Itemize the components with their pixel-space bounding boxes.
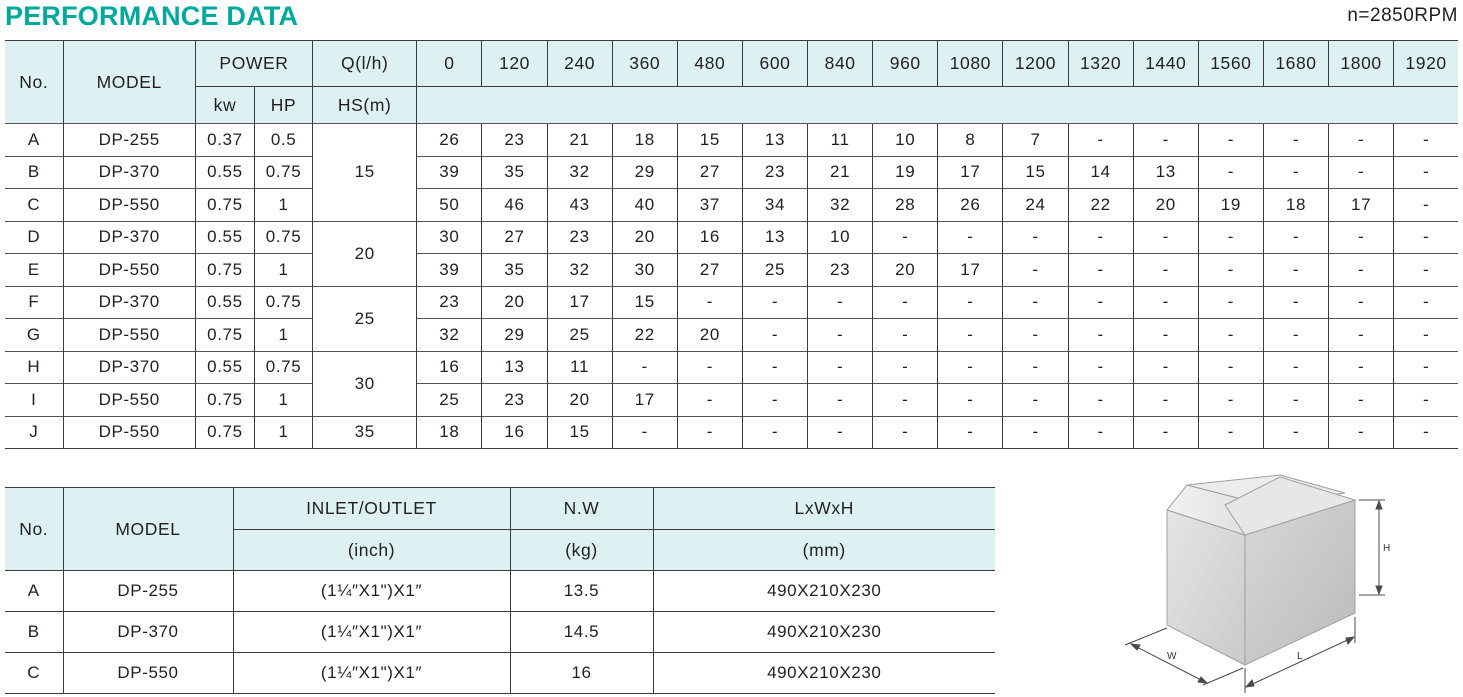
head-value-cell: 27 — [482, 221, 547, 254]
head-value-cell: 15 — [547, 416, 612, 449]
head-value-cell: 18 — [612, 124, 677, 157]
flow-cell: 1080 — [938, 41, 1003, 87]
table-row — [5, 319, 1458, 352]
row-hp: 1 — [254, 416, 312, 449]
row-no: J — [5, 416, 63, 449]
row-hs: 25 — [313, 286, 417, 351]
head-value-cell: - — [938, 221, 1003, 254]
row-hp: 0.75 — [254, 286, 312, 319]
rpm-label: n=2850RPM — [1347, 5, 1458, 26]
dimension-h — [1359, 500, 1385, 595]
head-value-cell: 17 — [938, 156, 1003, 189]
head-value-cell: - — [1198, 384, 1263, 417]
head-value-cell: 23 — [417, 286, 482, 319]
row-model: DP-370 — [63, 156, 195, 189]
head-value-cell: 24 — [1003, 189, 1068, 222]
head-value-cell: - — [938, 384, 1003, 417]
head-value-cell: 20 — [482, 286, 547, 319]
head-value-cell: 15 — [1003, 156, 1068, 189]
table-row — [5, 416, 1458, 449]
spec-unit-mm: (mm) — [653, 530, 995, 571]
flow-cell: 0 — [417, 41, 482, 87]
row-hp: 0.5 — [254, 124, 312, 157]
head-value-cell: - — [1133, 286, 1198, 319]
row-hp: 0.75 — [254, 221, 312, 254]
flow-cell: 1680 — [1263, 41, 1328, 87]
head-value-cell: 15 — [677, 124, 742, 157]
row-model: DP-255 — [63, 124, 195, 157]
head-value-cell: - — [1329, 416, 1394, 449]
row-kw: 0.75 — [195, 254, 254, 287]
head-value-cell: - — [1003, 286, 1068, 319]
table-row — [5, 351, 1458, 384]
row-kw: 0.75 — [195, 319, 254, 352]
spec-unit-kg: (kg) — [510, 530, 653, 571]
spec-table — [5, 487, 995, 694]
flow-cell: 1440 — [1133, 41, 1198, 87]
spec-row-net-weight: 13.5 — [510, 571, 653, 612]
spec-row-no: C — [5, 653, 63, 694]
row-kw: 0.55 — [195, 286, 254, 319]
row-hp: 1 — [254, 254, 312, 287]
head-value-cell: 39 — [417, 254, 482, 287]
spec-row-net-weight: 14.5 — [510, 612, 653, 653]
spec-row-inlet-outlet: (1¼″X1")X1″ — [233, 571, 510, 612]
head-value-cell: - — [1329, 124, 1394, 157]
spec-unit-inch: (inch) — [233, 530, 510, 571]
head-value-cell: 17 — [612, 384, 677, 417]
header-flow: Q(l/h) — [313, 41, 417, 87]
head-value-cell: - — [873, 221, 938, 254]
spec-header-no: No. — [5, 488, 63, 571]
head-value-cell: 14 — [1068, 156, 1133, 189]
head-value-cell: - — [1394, 156, 1458, 189]
head-value-cell: 27 — [677, 254, 742, 287]
head-value-cell: - — [1133, 124, 1198, 157]
head-value-cell: - — [1329, 384, 1394, 417]
head-value-cell: - — [1133, 319, 1198, 352]
row-hs: 35 — [313, 416, 417, 449]
head-value-cell: - — [1068, 286, 1133, 319]
head-value-cell: 20 — [873, 254, 938, 287]
head-value-cell: - — [1198, 351, 1263, 384]
row-model: DP-370 — [63, 286, 195, 319]
row-no: H — [5, 351, 63, 384]
head-value-cell: - — [873, 384, 938, 417]
spec-row-model: DP-255 — [63, 571, 233, 612]
head-value-cell: - — [1263, 384, 1328, 417]
row-kw: 0.55 — [195, 156, 254, 189]
header-blank — [417, 87, 1458, 124]
head-value-cell: - — [1133, 416, 1198, 449]
head-value-cell: 28 — [873, 189, 938, 222]
head-value-cell: 11 — [547, 351, 612, 384]
label-h: H — [1383, 543, 1391, 554]
head-value-cell: 10 — [873, 124, 938, 157]
head-value-cell: - — [677, 286, 742, 319]
header-model: MODEL — [63, 41, 195, 124]
table-row — [5, 189, 1458, 222]
head-value-cell: 13 — [1133, 156, 1198, 189]
head-value-cell: - — [1068, 254, 1133, 287]
head-value-cell: 32 — [547, 254, 612, 287]
head-value-cell: - — [1133, 351, 1198, 384]
head-value-cell: 16 — [677, 221, 742, 254]
head-value-cell: - — [1263, 351, 1328, 384]
head-value-cell: - — [1329, 351, 1394, 384]
head-value-cell: - — [1198, 124, 1263, 157]
performance-table — [5, 40, 1458, 449]
head-value-cell: 15 — [612, 286, 677, 319]
flow-cell: 600 — [742, 41, 807, 87]
head-value-cell: 23 — [808, 254, 873, 287]
head-value-cell: 13 — [742, 221, 807, 254]
page-title: PERFORMANCE DATA — [5, 1, 299, 31]
head-value-cell: - — [1263, 221, 1328, 254]
head-value-cell: - — [742, 319, 807, 352]
table-row — [5, 384, 1458, 417]
row-no: A — [5, 124, 63, 157]
head-value-cell: - — [1394, 124, 1458, 157]
head-value-cell: 34 — [742, 189, 807, 222]
row-model: DP-370 — [63, 351, 195, 384]
head-value-cell: 35 — [482, 254, 547, 287]
row-model: DP-550 — [63, 384, 195, 417]
head-value-cell: - — [1068, 384, 1133, 417]
head-value-cell: - — [1133, 254, 1198, 287]
head-value-cell: 29 — [482, 319, 547, 352]
spec-header-model: MODEL — [63, 488, 233, 571]
head-value-cell: 37 — [677, 189, 742, 222]
spec-row-inlet-outlet: (1¼″X1")X1″ — [233, 653, 510, 694]
head-value-cell: - — [808, 416, 873, 449]
table-row — [5, 156, 1458, 189]
head-value-cell: - — [1003, 384, 1068, 417]
spec-row-model: DP-370 — [63, 612, 233, 653]
head-value-cell: - — [1133, 221, 1198, 254]
head-value-cell: - — [742, 384, 807, 417]
head-value-cell: - — [1263, 286, 1328, 319]
table-row — [5, 221, 1458, 254]
head-value-cell: - — [677, 416, 742, 449]
row-kw: 0.75 — [195, 189, 254, 222]
table-row — [5, 612, 995, 653]
head-value-cell: 17 — [1329, 189, 1394, 222]
head-value-cell: - — [808, 384, 873, 417]
head-value-cell: - — [1263, 416, 1328, 449]
row-no: F — [5, 286, 63, 319]
flow-cell: 360 — [612, 41, 677, 87]
head-value-cell: 18 — [417, 416, 482, 449]
head-value-cell: - — [1068, 351, 1133, 384]
head-value-cell: 18 — [1263, 189, 1328, 222]
spec-header-inlet-outlet: INLET/OUTLET — [233, 488, 510, 530]
head-value-cell: 40 — [612, 189, 677, 222]
head-value-cell: - — [612, 351, 677, 384]
carton-box-diagram — [1115, 465, 1425, 697]
flow-cell: 1320 — [1068, 41, 1133, 87]
row-hp: 0.75 — [254, 156, 312, 189]
head-value-cell: - — [677, 384, 742, 417]
flow-cell: 240 — [547, 41, 612, 87]
head-value-cell: 8 — [938, 124, 1003, 157]
spec-header-net-weight: N.W — [510, 488, 653, 530]
row-hp: 0.75 — [254, 351, 312, 384]
table-row — [5, 571, 995, 612]
head-value-cell: - — [1263, 319, 1328, 352]
row-hp: 1 — [254, 319, 312, 352]
spec-row-dimensions: 490X210X230 — [653, 612, 995, 653]
head-value-cell: - — [1394, 221, 1458, 254]
row-model: DP-550 — [63, 416, 195, 449]
head-value-cell: - — [1394, 254, 1458, 287]
spec-row-no: A — [5, 571, 63, 612]
row-model: DP-550 — [63, 319, 195, 352]
head-value-cell: - — [1003, 351, 1068, 384]
head-value-cell: - — [873, 416, 938, 449]
label-w: W — [1167, 651, 1177, 662]
head-value-cell: - — [1394, 286, 1458, 319]
head-value-cell: 22 — [1068, 189, 1133, 222]
head-value-cell: 10 — [808, 221, 873, 254]
head-value-cell: - — [808, 286, 873, 319]
head-value-cell: - — [1198, 156, 1263, 189]
head-value-cell: - — [1068, 221, 1133, 254]
head-value-cell: - — [742, 416, 807, 449]
head-value-cell: - — [1198, 416, 1263, 449]
header-hp: HP — [254, 87, 312, 124]
head-value-cell: - — [1198, 254, 1263, 287]
head-value-cell: - — [1263, 124, 1328, 157]
table-row — [5, 653, 995, 694]
head-value-cell: 30 — [612, 254, 677, 287]
head-value-cell: - — [1263, 254, 1328, 287]
row-kw: 0.55 — [195, 351, 254, 384]
flow-cell: 1800 — [1329, 41, 1394, 87]
spec-row-no: B — [5, 612, 63, 653]
head-value-cell: - — [1329, 156, 1394, 189]
head-value-cell: - — [1329, 254, 1394, 287]
head-value-cell: 43 — [547, 189, 612, 222]
head-value-cell: - — [1329, 319, 1394, 352]
head-value-cell: - — [1068, 319, 1133, 352]
row-model: DP-550 — [63, 189, 195, 222]
spec-row-net-weight: 16 — [510, 653, 653, 694]
table-row — [5, 124, 1458, 157]
head-value-cell: - — [1068, 124, 1133, 157]
head-value-cell: 11 — [808, 124, 873, 157]
head-value-cell: 25 — [417, 384, 482, 417]
head-value-cell: 22 — [612, 319, 677, 352]
head-value-cell: 16 — [482, 416, 547, 449]
head-value-cell: 27 — [677, 156, 742, 189]
row-no: G — [5, 319, 63, 352]
head-value-cell: - — [938, 416, 1003, 449]
head-value-cell: - — [938, 319, 1003, 352]
flow-cell: 960 — [873, 41, 938, 87]
row-kw: 0.75 — [195, 416, 254, 449]
head-value-cell: - — [808, 351, 873, 384]
box-left-face — [1167, 510, 1245, 665]
table-row — [5, 254, 1458, 287]
head-value-cell: - — [1394, 416, 1458, 449]
head-value-cell: - — [1198, 221, 1263, 254]
head-value-cell: 32 — [547, 156, 612, 189]
head-value-cell: 25 — [742, 254, 807, 287]
row-hp: 1 — [254, 189, 312, 222]
head-value-cell: 16 — [417, 351, 482, 384]
row-no: B — [5, 156, 63, 189]
head-value-cell: - — [938, 351, 1003, 384]
head-value-cell: 17 — [938, 254, 1003, 287]
head-value-cell: - — [1198, 286, 1263, 319]
head-value-cell: 7 — [1003, 124, 1068, 157]
head-value-cell: 35 — [482, 156, 547, 189]
head-value-cell: - — [742, 351, 807, 384]
head-value-cell: - — [1329, 221, 1394, 254]
row-no: C — [5, 189, 63, 222]
row-model: DP-370 — [63, 221, 195, 254]
header-no: No. — [5, 41, 63, 124]
row-hp: 1 — [254, 384, 312, 417]
row-hs: 15 — [313, 124, 417, 222]
head-value-cell: - — [1003, 319, 1068, 352]
head-value-cell: - — [808, 319, 873, 352]
spec-row-dimensions: 490X210X230 — [653, 571, 995, 612]
flow-cell: 1560 — [1198, 41, 1263, 87]
head-value-cell: 21 — [547, 124, 612, 157]
head-value-cell: - — [1003, 254, 1068, 287]
head-value-cell: - — [1198, 319, 1263, 352]
head-value-cell: 26 — [938, 189, 1003, 222]
head-value-cell: 19 — [1198, 189, 1263, 222]
head-value-cell: - — [1394, 384, 1458, 417]
head-value-cell: 13 — [742, 124, 807, 157]
head-value-cell: 30 — [417, 221, 482, 254]
head-value-cell: - — [1068, 416, 1133, 449]
head-value-cell: - — [1133, 384, 1198, 417]
head-value-cell: 26 — [417, 124, 482, 157]
head-value-cell: - — [938, 286, 1003, 319]
head-value-cell: - — [873, 351, 938, 384]
head-value-cell: - — [1003, 221, 1068, 254]
head-value-cell: 23 — [482, 384, 547, 417]
head-value-cell: 20 — [677, 319, 742, 352]
spec-header-dimensions: LxWxH — [653, 488, 995, 530]
flow-cell: 120 — [482, 41, 547, 87]
head-value-cell: - — [1394, 319, 1458, 352]
head-value-cell: - — [1263, 156, 1328, 189]
head-value-cell: 23 — [482, 124, 547, 157]
head-value-cell: 39 — [417, 156, 482, 189]
head-value-cell: - — [677, 351, 742, 384]
head-value-cell: 23 — [742, 156, 807, 189]
flow-cell: 840 — [808, 41, 873, 87]
head-value-cell: 20 — [547, 384, 612, 417]
row-hs: 30 — [313, 351, 417, 416]
head-value-cell: 13 — [482, 351, 547, 384]
table-row — [5, 286, 1458, 319]
flow-cell: 1920 — [1394, 41, 1458, 87]
head-value-cell: - — [1329, 286, 1394, 319]
row-no: E — [5, 254, 63, 287]
row-kw: 0.75 — [195, 384, 254, 417]
head-value-cell: 23 — [547, 221, 612, 254]
header-power: POWER — [195, 41, 312, 87]
header-hs: HS(m) — [313, 87, 417, 124]
row-kw: 0.37 — [195, 124, 254, 157]
head-value-cell: - — [1394, 189, 1458, 222]
head-value-cell: 46 — [482, 189, 547, 222]
spec-row-model: DP-550 — [63, 653, 233, 694]
head-value-cell: 32 — [417, 319, 482, 352]
head-value-cell: - — [873, 286, 938, 319]
spec-row-dimensions: 490X210X230 — [653, 653, 995, 694]
label-l: L — [1297, 651, 1303, 662]
row-no: I — [5, 384, 63, 417]
row-kw: 0.55 — [195, 221, 254, 254]
head-value-cell: 20 — [612, 221, 677, 254]
head-value-cell: 29 — [612, 156, 677, 189]
head-value-cell: 21 — [808, 156, 873, 189]
head-value-cell: 17 — [547, 286, 612, 319]
head-value-cell: - — [742, 286, 807, 319]
head-value-cell: 32 — [808, 189, 873, 222]
flow-cell: 1200 — [1003, 41, 1068, 87]
head-value-cell: - — [1394, 351, 1458, 384]
header-kw: kw — [195, 87, 254, 124]
head-value-cell: 25 — [547, 319, 612, 352]
row-no: D — [5, 221, 63, 254]
head-value-cell: - — [612, 416, 677, 449]
head-value-cell: 20 — [1133, 189, 1198, 222]
row-model: DP-550 — [63, 254, 195, 287]
spec-row-inlet-outlet: (1¼″X1")X1″ — [233, 612, 510, 653]
head-value-cell: - — [1003, 416, 1068, 449]
row-hs: 20 — [313, 221, 417, 286]
head-value-cell: 19 — [873, 156, 938, 189]
flow-cell: 480 — [677, 41, 742, 87]
head-value-cell: 50 — [417, 189, 482, 222]
head-value-cell: - — [873, 319, 938, 352]
